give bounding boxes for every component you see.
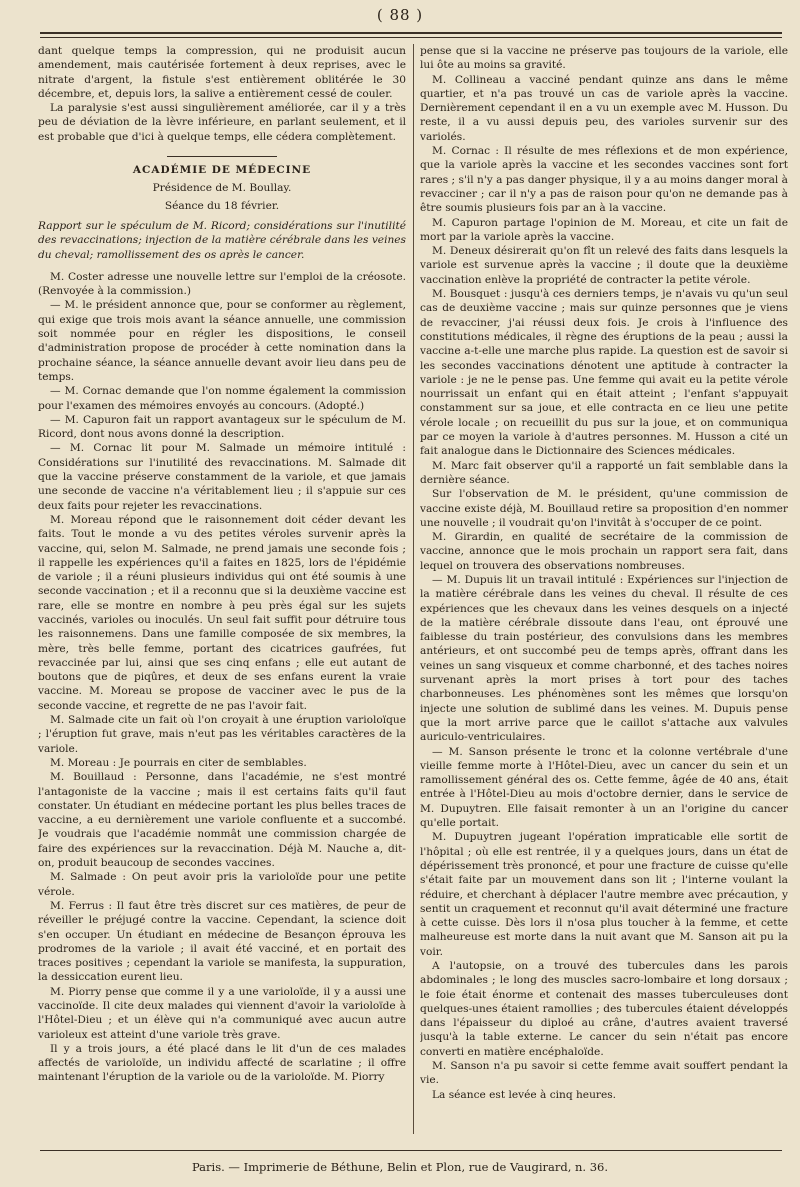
top-rule [40, 32, 782, 38]
section-title: ACADÉMIE DE MÉDECINE [132, 164, 312, 177]
paragraph: M. Cornac : Il résulte de mes réflexions et de mon expérience, que la variole après la vaccine et les secondes vaccines sont fort rares ; s'il n'y a pas danger physique, il y a au moins danger moral à revacciner ; car il n'y a pas de raison pour qu'on ne demande pas à être soumis plusieurs fois par an à la vaccine. [420, 145, 788, 215]
paragraph: — M. Sanson présente le tronc et la colonne vertébrale d'une vieille femme morte à l'Hôtel-Dieu, avec un cancer du sein et un ramollissement général des os. Cette femme, âgée de 40 ans, était entrée à l'Hôtel-Dieu au mois d'octobre dernier, dans le service de M. Dupuytren. Elle faisait remonter à un an l'origine du cancer qu'elle portait. [420, 745, 788, 830]
paragraph: M. Salmade : On peut avoir pris la varioloïde pour une petite vérole. [38, 871, 406, 898]
paragraph: M. Salmade cite un fait où l'on croyait à une éruption varioloïque ; l'éruption fut grave, mais n'eut pas les véritables caractères de la variole. [38, 714, 406, 755]
paragraph: — M. le président annonce que, pour se conformer au règlement, qui exige que trois mois avant la séance annuelle, une commission soit nommée pour en régler les dispositions, le conseil d'administration propose de procéder à cette nomination dans la prochaine séance, la séance annuelle devant avoir lieu dans peu de temps. [38, 299, 406, 383]
paragraph: M. Marc fait observer qu'il a rapporté un fait semblable dans la dernière séance. [420, 459, 788, 486]
seance-date: Séance du 18 février. [164, 199, 280, 212]
article-columns [38, 44, 788, 1134]
paragraph: — M. Cornac lit pour M. Salmade un mémoire intitulé : Considérations sur l'inutilité des revaccinations. M. Salmade dit que la vaccine préserve constamment de la variole, et que jamais une seconde de vaccine n'a véritablement lieu ; il s'appuie sur ces deux faits pour rejeter les revaccinations. [38, 442, 406, 512]
right-column [420, 44, 788, 1134]
paragraph: M. Ferrus : Il faut être très discret sur ces matières, de peur de réveiller le préjugé contre la vaccine. Cependant, la science doit s'en occuper. Un étudiant en médecine de Besançon éprouva les prodromes de la variole ; il avait été vacciné, et en portait des traces positives ; cependant la variole se manifesta, la suppuration, la dessiccation eurent lieu. [38, 899, 406, 984]
paragraph: A l'autopsie, on a trouvé des tubercules dans les parois abdominales ; le long des muscles sacro-lombaire et long dorsaux ; le foie était énorme et contenait des masses tuberculeuses dont quelques-unes étaient ramollies ; des tubercules étaient développés dans l'épaisseur du diploé au crâne, d'autres avaient traversé jusqu'à la table externe. Le cancer du sein n'était pas encore converti en matière encéphaloïde. [420, 960, 788, 1058]
paragraph: La paralysie s'est aussi singulièrement améliorée, car il y a très peu de déviation de la lèvre inférieure, en parlant seulement, et il est probable que d'ici à quelque temps, elle cédera complètement. [38, 102, 406, 143]
paragraph: Il y a trois jours, a été placé dans le lit d'un de ces malades affectés de varioloïde, un individu affecté de scarlatine ; il offre maintenant l'éruption de la variole ou de la varioloïde. M. Piorry [38, 1042, 406, 1084]
presidency-line: Présidence de M. Boullay. [152, 182, 292, 195]
paragraph: M. Sanson n'a pu savoir si cette femme avait souffert pendant la vie. [420, 1060, 788, 1087]
bottom-rule [40, 1150, 782, 1151]
paragraph: M. Bousquet : jusqu'à ces derniers temps, je n'avais vu qu'un seul cas de deuxième vaccine ; mais sur quinze personnes que je viens de revacciner, j'ai réussi deux fois. Je crois à l'influence des constitutions médicales, il règne des éruptions de la peau ; aussi la vaccine a-t-elle une marche plus rapide. La question est de savoir si les secondes vaccinations dénotent une aptitude à contracter la variole : je ne le pense pas. Une femme qui avait eu la petite vérole nourrissait un enfant qui en était atteint ; l'enfant s'appuyait constamment sur sa joue, et elle contracta en ce lieu une petite vérole locale ; on recueillit du pus sur la joue, et on communiqua par ce moyen la variole à d'autres personnes. M. Husson a cité un fait analogue dans le Dictionnaire des Sciences médicales. [420, 288, 788, 458]
paragraph: M. Moreau : Je pourrais en citer de semblables. [50, 756, 307, 769]
paragraph: La séance est levée à cinq heures. [432, 1088, 617, 1101]
paragraph: M. Moreau répond que le raisonnement doit céder devant les faits. Tout le monde a vu des petites véroles survenir après la vaccine, qui, selon M. Salmade, ne prend jamais une seconde fois ; il rappelle les expériences qu'il a faites en 1825, lors de l'épidémie de variole ; il a réuni plusieurs individus qui ont été soumis à une seconde vaccination ; et il a reconnu que si la deuxième vaccine est rare, elle se montre en nombre à peu près égal sur les sujets vaccinés, varioles ou inoculés. Un seul fait suffit pour détruire tous les raisonnemens. Dans une famille composée de six membres, la mère, très belle femme, portant des cicatrices gaufrées, fut revaccinée par lui, ainsi que ses cinq enfans ; elle eut autant de boutons que de piqûres, et deux de ses enfans eurent la vraie vaccine. M. Moreau se propose de vacciner avec le pus de la seconde vaccine, et regrette de ne pas l'avoir fait. [38, 513, 406, 712]
paragraph: — M. Capuron fait un rapport avantageux sur le spéculum de M. Ricord, dont nous avons donné la description. [38, 413, 406, 441]
paragraph: — M. Cornac demande que l'on nomme également la commission pour l'examen des mémoires envoyés au concours. (Adopté.) [38, 385, 406, 412]
paragraph: pense que si la vaccine ne préserve pas toujours de la variole, elle lui ôte au moins sa gravité. [420, 45, 788, 72]
paragraph: M. Bouillaud : Personne, dans l'académie, ne s'est montré l'antagoniste de la vaccine ; mais il est certains faits qu'il faut constater. Un étudiant en médecine portant les plus belles traces de vaccine, a eu dernièrement une variole confluente et a succombé. Je voudrais que l'académie nommât une commission chargée de faire des expériences sur la revaccination. Déjà M. Nauche a, dit-on, produit beaucoup de secondes vaccines. [38, 771, 406, 870]
session-summary: Rapport sur le spéculum de M. Ricord; considérations sur l'inutilité des revaccinations; injection de la matière cérébrale dans les veines du cheval; ramollissement des os après le cancer. [38, 219, 406, 261]
paragraph: M. Collineau a vacciné pendant quinze ans dans le même quartier, et n'a pas trouvé un cas de variole après la vaccine. Dernièrement cependant il en a vu un exemple avec M. Husson. Du reste, il a vu aussi depuis peu, des varioles survenir sur des variolés. [420, 73, 788, 143]
paragraph: M. Girardin, en qualité de secrétaire de la commission de vaccine, annonce que le mois prochain un rapport sera fait, dans lequel on trouvera des observations nombreuses. [420, 531, 788, 572]
paragraph: dant quelque temps la compression, qui ne produisit aucun amendement, mais cautérisée fortement à deux reprises, avec le nitrate d'argent, la fistule s'est entièrement oblitérée le 30 décembre, et, depuis lors, la salive a entièrement cessé de couler. [38, 45, 406, 100]
paragraph: Sur l'observation de M. le président, qu'une commission de vaccine existe déjà, M. Bouillaud retire sa proposition d'en nommer une nouvelle ; il voudrait qu'on l'invitât à s'occuper de ce point. [420, 488, 788, 529]
column-divider [413, 44, 414, 1134]
paragraph: M. Dupuytren jugeant l'opération impraticable elle sortit de l'hôpital ; où elle est rentrée, il y a quelques jours, dans un état de dépérissement très prononcé, et pour une fracture de cuisse qu'elle s'était faite par un mouvement dans son lit ; l'interne voulant la réduire, et cherchant à déplacer l'autre membre avec précaution, y sentit un craquement et reconnut qu'il avait déterminé une fracture à cette cuisse. Dès lors il n'osa plus toucher à la femme, et cette malheureuse est morte dans la nuit avant que M. Sanson ait pu la voir. [420, 831, 788, 958]
left-column [38, 44, 406, 1134]
section-separator [167, 156, 277, 157]
paragraph: M. Capuron partage l'opinion de M. Moreau, et cite un fait de mort par la variole après la vaccine. [420, 216, 788, 243]
page-number: ( 88 ) [376, 6, 424, 24]
printer-footer: Paris. — Imprimerie de Béthune, Belin et Plon, rue de Vaugirard, n. 36. [191, 1160, 609, 1174]
paragraph: M. Piorry pense que comme il y a une varioloïde, il y a aussi une vaccinoïde. Il cite deux malades qui viennent d'avoir la varioloïde à l'Hôtel-Dieu ; et un élève qui n'a communiqué avec aucun autre varioleux est atteint d'une variole très grave. [38, 985, 406, 1041]
paragraph: M. Deneux désirerait qu'on fît un relevé des faits dans lesquels la variole est survenue après la vaccine ; il doute que la deuxième vaccination enlève la propriété de contracter la petite vérole. [420, 245, 788, 286]
paragraph: — M. Dupuis lit un travail intitulé : Expériences sur l'injection de la matière cérébrale dans les veines du cheval. Il résulte de ces expériences que les chevaux dans les veines desquels on a injecté de la matière cérébrale dissoute dans l'eau, ont éprouvé une faiblesse du train postérieur, des convulsions dans les membres antérieurs, et ont succombé peu de temps après, offrant dans les veines un sang visqueux et comme charbonné, et des taches noires survenant après la mort prises à tort pour des taches charbonneuses. Les phénomènes sont les mêmes que lorsqu'on injecte une solution de sublimé dans les veines. M. Dupuis pense que la mort arrive parce que le caillot s'attache aux valvules auriculo-ventriculaires. [420, 573, 788, 744]
paragraph: M. Coster adresse une nouvelle lettre sur l'emploi de la créosote. (Renvoyée à la commission.) [38, 270, 406, 298]
